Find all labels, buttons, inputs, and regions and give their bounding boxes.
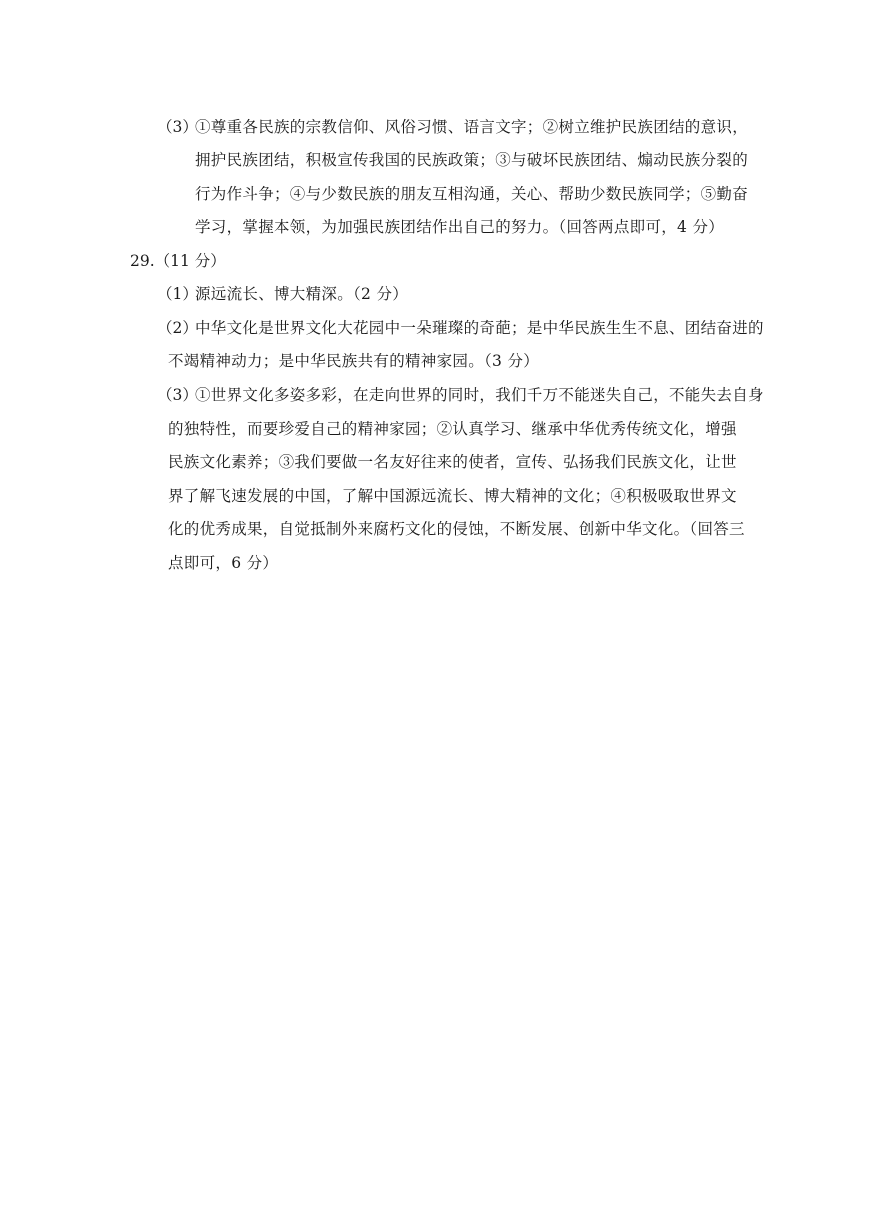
item-line: 拥护民族团结，积极宣传我国的民族政策；③与破坏民族团结、煽动民族分裂的 — [195, 151, 749, 169]
item-line: ①尊重各民族的宗教信仰、风俗习惯、语言文字；②树立维护民族团结的意识， — [195, 118, 749, 136]
item-line: 行为作斗争；④与少数民族的朋友互相沟通，关心、帮助少数民族同学；⑤勤奋 — [195, 185, 749, 203]
item-line: 中华文化是世界文化大花园中一朵璀璨的奇葩；是中华民族生生不息、团结奋进的 — [195, 319, 764, 337]
item-line: ①世界文化多姿多彩，在走向世界的同时，我们千万不能迷失自己，不能失去自身 — [195, 386, 764, 404]
item-line: 学习，掌握本领，为加强民族团结作出自己的努力。（回答两点即可，4 分） — [195, 218, 725, 236]
item-label-prev-3: （3） — [157, 118, 198, 136]
item-label-29-2: （2） — [157, 319, 198, 337]
item-label-29-3: （3） — [157, 386, 198, 404]
item-line: 界了解飞速发展的中国，了解中国源远流长、博大精神的文化；④积极吸取世界文 — [168, 487, 737, 505]
item-line: 民族文化素养；③我们要做一名友好往来的使者，宣传、弘扬我们民族文化，让世 — [168, 453, 737, 471]
item-label-29-1: （1） — [157, 285, 198, 303]
item-line: 源远流长、博大精深。（2 分） — [195, 285, 409, 303]
question-29-header: 29.（11 分） — [130, 252, 226, 270]
item-line: 点即可，6 分） — [168, 554, 279, 572]
item-line: 化的优秀成果，自觉抵制外来腐朽文化的侵蚀，不断发展、创新中华文化。（回答三 — [168, 520, 745, 538]
item-line: 的独特性，而要珍爱自己的精神家园；②认真学习、继承中华优秀传统文化，增强 — [168, 420, 737, 438]
item-line: 不竭精神动力；是中华民族共有的精神家园。（3 分） — [168, 352, 540, 370]
